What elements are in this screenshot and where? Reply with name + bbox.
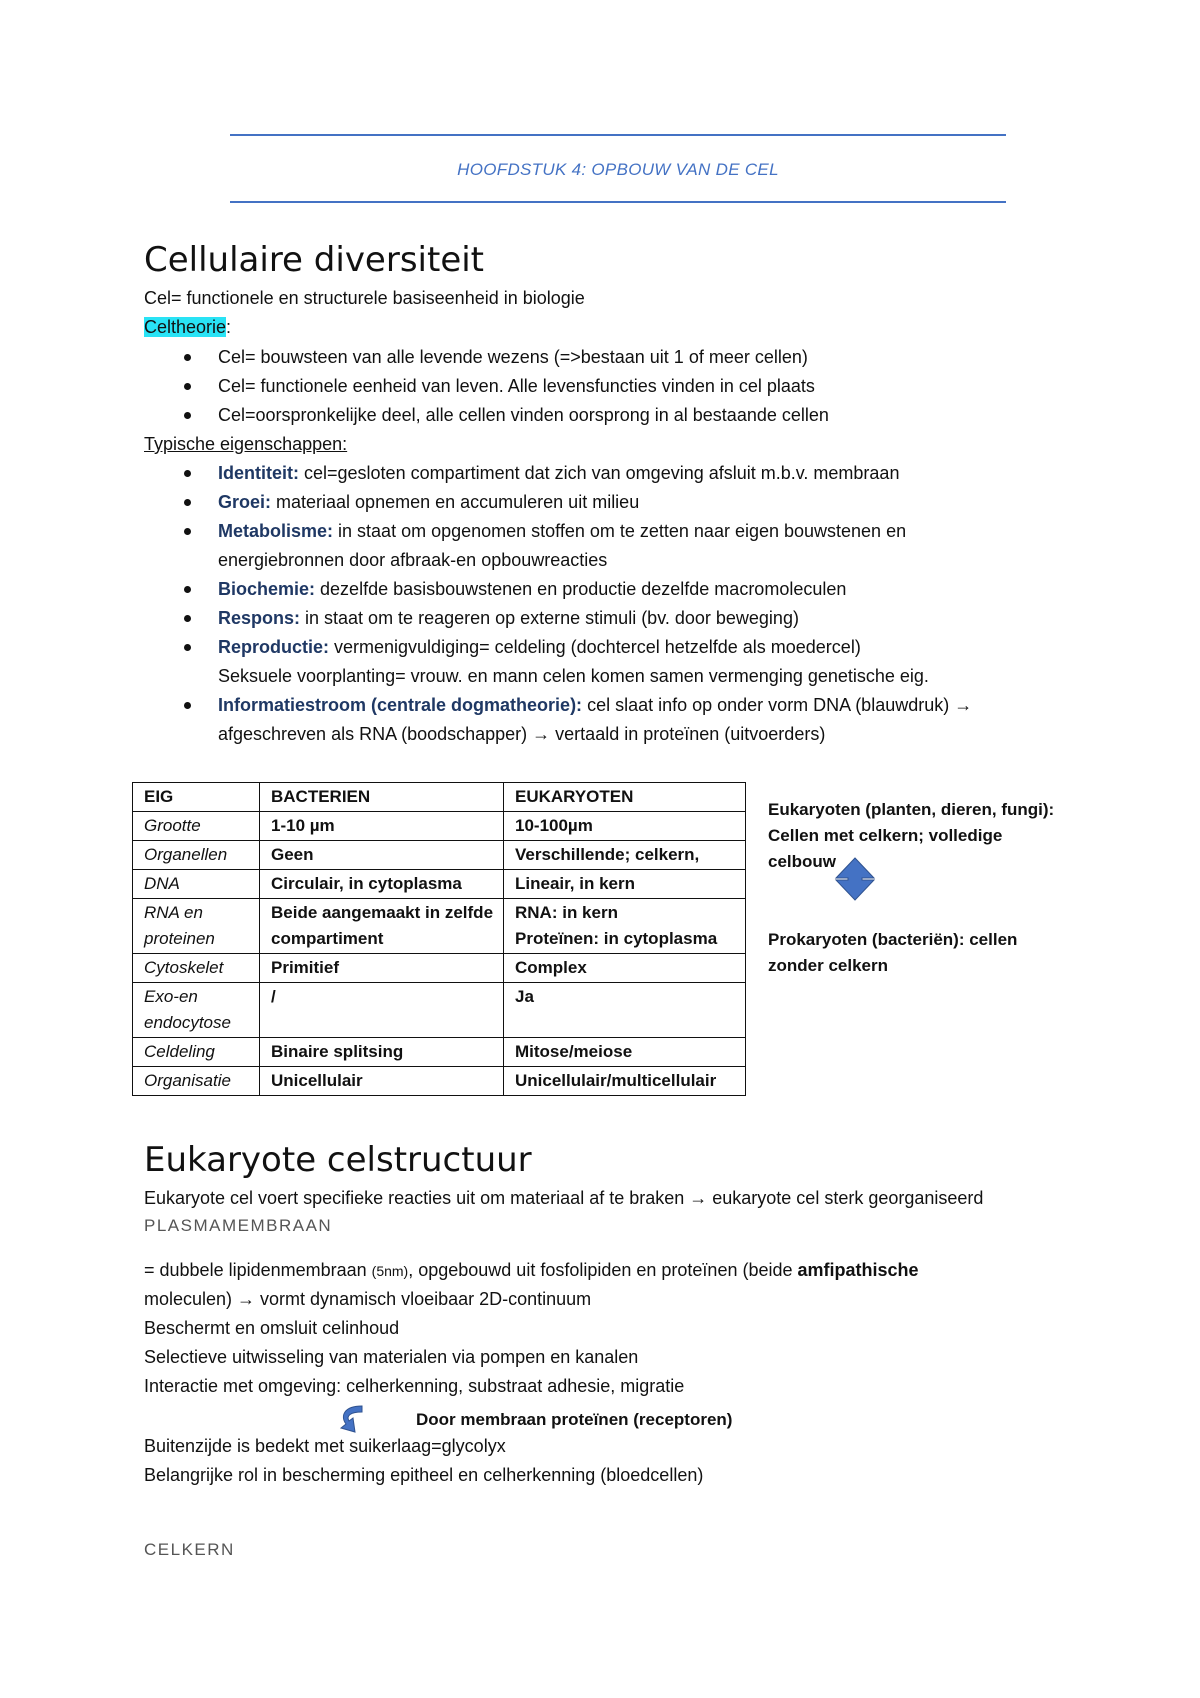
property-text: dezelfde basisbouwstenen en productie dezelfde macromoleculen — [315, 579, 847, 599]
property-text: vermenigvuldiging= celdeling (dochtercel hetzelfde als moedercel) — [329, 637, 861, 657]
celtheorie-label — [144, 313, 231, 342]
table-cell: 1-10 µm — [260, 812, 504, 841]
membrane-line: Interactie met omgeving: celherkenning, substraat adhesie, migratie — [144, 1376, 685, 1396]
list-item — [144, 633, 972, 691]
celtheorie-highlight: Celtheorie — [144, 317, 227, 337]
property-term: Reproductie: — [218, 637, 330, 657]
membrane-line: Beschermt en omsluit celinhoud — [144, 1318, 400, 1338]
celtheorie-list — [144, 343, 829, 430]
prokaryoten-note — [768, 927, 1017, 979]
curved-arrow-icon — [336, 1402, 370, 1436]
table-cell: Grootte — [133, 812, 260, 841]
table-cell: RNA: in kern Proteïnen: in cytoplasma — [504, 899, 746, 954]
property-text-cont: afgeschreven als RNA (boodschapper) → vertaald in proteïnen (uitvoerders) — [218, 724, 826, 744]
table-cell: Verschillende; celkern, — [504, 841, 746, 870]
table-header-cell: EIG — [133, 783, 260, 812]
property-term: Respons: — [218, 608, 301, 628]
typische-eigenschappen-label: Typische eigenschappen: — [144, 434, 348, 454]
list-item — [144, 517, 972, 575]
table-cell: Binaire splitsing — [260, 1038, 504, 1067]
table-row — [133, 1038, 746, 1067]
table-cell: Unicellulair/multicellulair — [504, 1067, 746, 1096]
property-text: in staat om te reageren op externe stimuli (bv. door beweging) — [300, 608, 799, 628]
table-cell: Organisatie — [133, 1067, 260, 1096]
text-span: (5nm) — [371, 1263, 409, 1279]
table-row — [133, 983, 746, 1038]
property-term: Informatiestroom (centrale dogmatheorie): — [218, 695, 583, 715]
property-text: cel=gesloten compartiment dat zich van omgeving afsluit m.b.v. membraan — [299, 463, 900, 483]
heading-cellulaire-diversiteit: Cellulaire diversiteit — [144, 240, 485, 280]
table-cell: Celdeling — [133, 1038, 260, 1067]
table-cell: 10-100µm — [504, 812, 746, 841]
intro-text: Eukaryote cel voert specifieke reacties uit om materiaal af te braken → eukaryote cel sterk georganiseerd — [144, 1188, 984, 1208]
note-line: zonder celkern — [768, 956, 888, 975]
list-item — [144, 488, 972, 517]
note-line: celbouw — [768, 852, 837, 871]
table-cell: RNA en proteinen — [133, 899, 260, 954]
receptor-note: Door membraan proteïnen (receptoren) — [416, 1410, 733, 1429]
table-cell: Cytoskelet — [133, 954, 260, 983]
table-row — [133, 899, 746, 954]
table-cell: Mitose/meiose — [504, 1038, 746, 1067]
table-cell: Organellen — [133, 841, 260, 870]
membrane-line: Belangrijke rol in bescherming epitheel en celherkenning (bloedcellen) — [144, 1465, 704, 1485]
table-cell: Lineair, in kern — [504, 870, 746, 899]
table-header-cell: BACTERIEN — [260, 783, 504, 812]
table-cell: Beide aangemaakt in zelfde compartiment — [260, 899, 504, 954]
table-row — [133, 812, 746, 841]
table-cell: Complex — [504, 954, 746, 983]
list-item: Cel= bouwsteen van alle levende wezens (=>bestaan uit 1 of meer cellen) — [144, 343, 829, 372]
table-cell: Geen — [260, 841, 504, 870]
membrane-line — [144, 1256, 919, 1286]
table-cell: Ja — [504, 983, 746, 1038]
up-down-arrow-icon — [834, 856, 876, 902]
celkern-label: CELKERN — [144, 1540, 235, 1559]
heading-eukaryote-celstructuur: Eukaryote celstructuur — [144, 1140, 532, 1180]
list-item: Cel=oorspronkelijke deel, alle cellen vinden oorsprong in al bestaande cellen — [144, 401, 829, 430]
celtheorie-colon: : — [226, 317, 232, 337]
table-header-row — [133, 783, 746, 812]
text-span: = dubbele lipidenmembraan — [144, 1260, 372, 1280]
properties-list — [144, 459, 972, 749]
property-term: Identiteit: — [218, 463, 299, 483]
table-cell: Unicellulair — [260, 1067, 504, 1096]
property-text-cont: Seksuele voorplanting= vrouw. en mann celen komen samen vermenging genetische eig. — [218, 666, 929, 686]
list-item — [144, 604, 972, 633]
property-text: cel slaat info op onder vorm DNA (blauwdruk) → — [582, 695, 973, 715]
table-row — [133, 870, 746, 899]
table-cell: Circulair, in cytoplasma — [260, 870, 504, 899]
table-header-cell: EUKARYOTEN — [504, 783, 746, 812]
list-item — [144, 575, 972, 604]
table-cell: Primitief — [260, 954, 504, 983]
chapter-header: HOOFDSTUK 4: OPBOUW VAN DE CEL — [457, 160, 779, 179]
list-item: Cel= functionele eenheid van leven. Alle levensfuncties vinden in cel plaats — [144, 372, 829, 401]
plasmamembraan-label: PLASMAMEMBRAAN — [144, 1216, 333, 1235]
membrane-line: moleculen) → vormt dynamisch vloeibaar 2D-continuum — [144, 1289, 592, 1309]
table-row — [133, 1067, 746, 1096]
eukaryoten-note — [768, 797, 1054, 875]
table-cell: DNA — [133, 870, 260, 899]
header-rule-top — [230, 134, 1006, 136]
property-term: Biochemie: — [218, 579, 316, 599]
table-cell: / — [260, 983, 504, 1038]
property-text: in staat om opgenomen stoffen om te zetten naar eigen bouwstenen en — [333, 521, 907, 541]
membrane-line: Buitenzijde is bedekt met suikerlaag=glycolyx — [144, 1436, 506, 1456]
comparison-table — [132, 782, 746, 1096]
membrane-line: Selectieve uitwisseling van materialen via pompen en kanalen — [144, 1347, 639, 1367]
table-cell: Exo-en endocytose — [133, 983, 260, 1038]
note-line: Prokaryoten (bacteriën): cellen — [768, 930, 1018, 949]
text-span: amfipathische — [797, 1260, 919, 1280]
list-item — [144, 459, 972, 488]
note-line: Cellen met celkern; volledige — [768, 826, 1003, 845]
header-rule-bottom — [230, 201, 1006, 203]
property-text: materiaal opnemen en accumuleren uit milieu — [271, 492, 640, 512]
definition-text: Cel= functionele en structurele basiseenheid in biologie — [144, 288, 585, 308]
list-item — [144, 691, 972, 749]
text-span: , opgebouwd uit fosfolipiden en proteïnen (beide — [408, 1260, 798, 1280]
property-term: Groei: — [218, 492, 272, 512]
property-text-cont: energiebronnen door afbraak-en opbouwreacties — [218, 550, 608, 570]
note-line: Eukaryoten (planten, dieren, fungi): — [768, 800, 1055, 819]
property-term: Metabolisme: — [218, 521, 334, 541]
table-row — [133, 841, 746, 870]
table-row — [133, 954, 746, 983]
